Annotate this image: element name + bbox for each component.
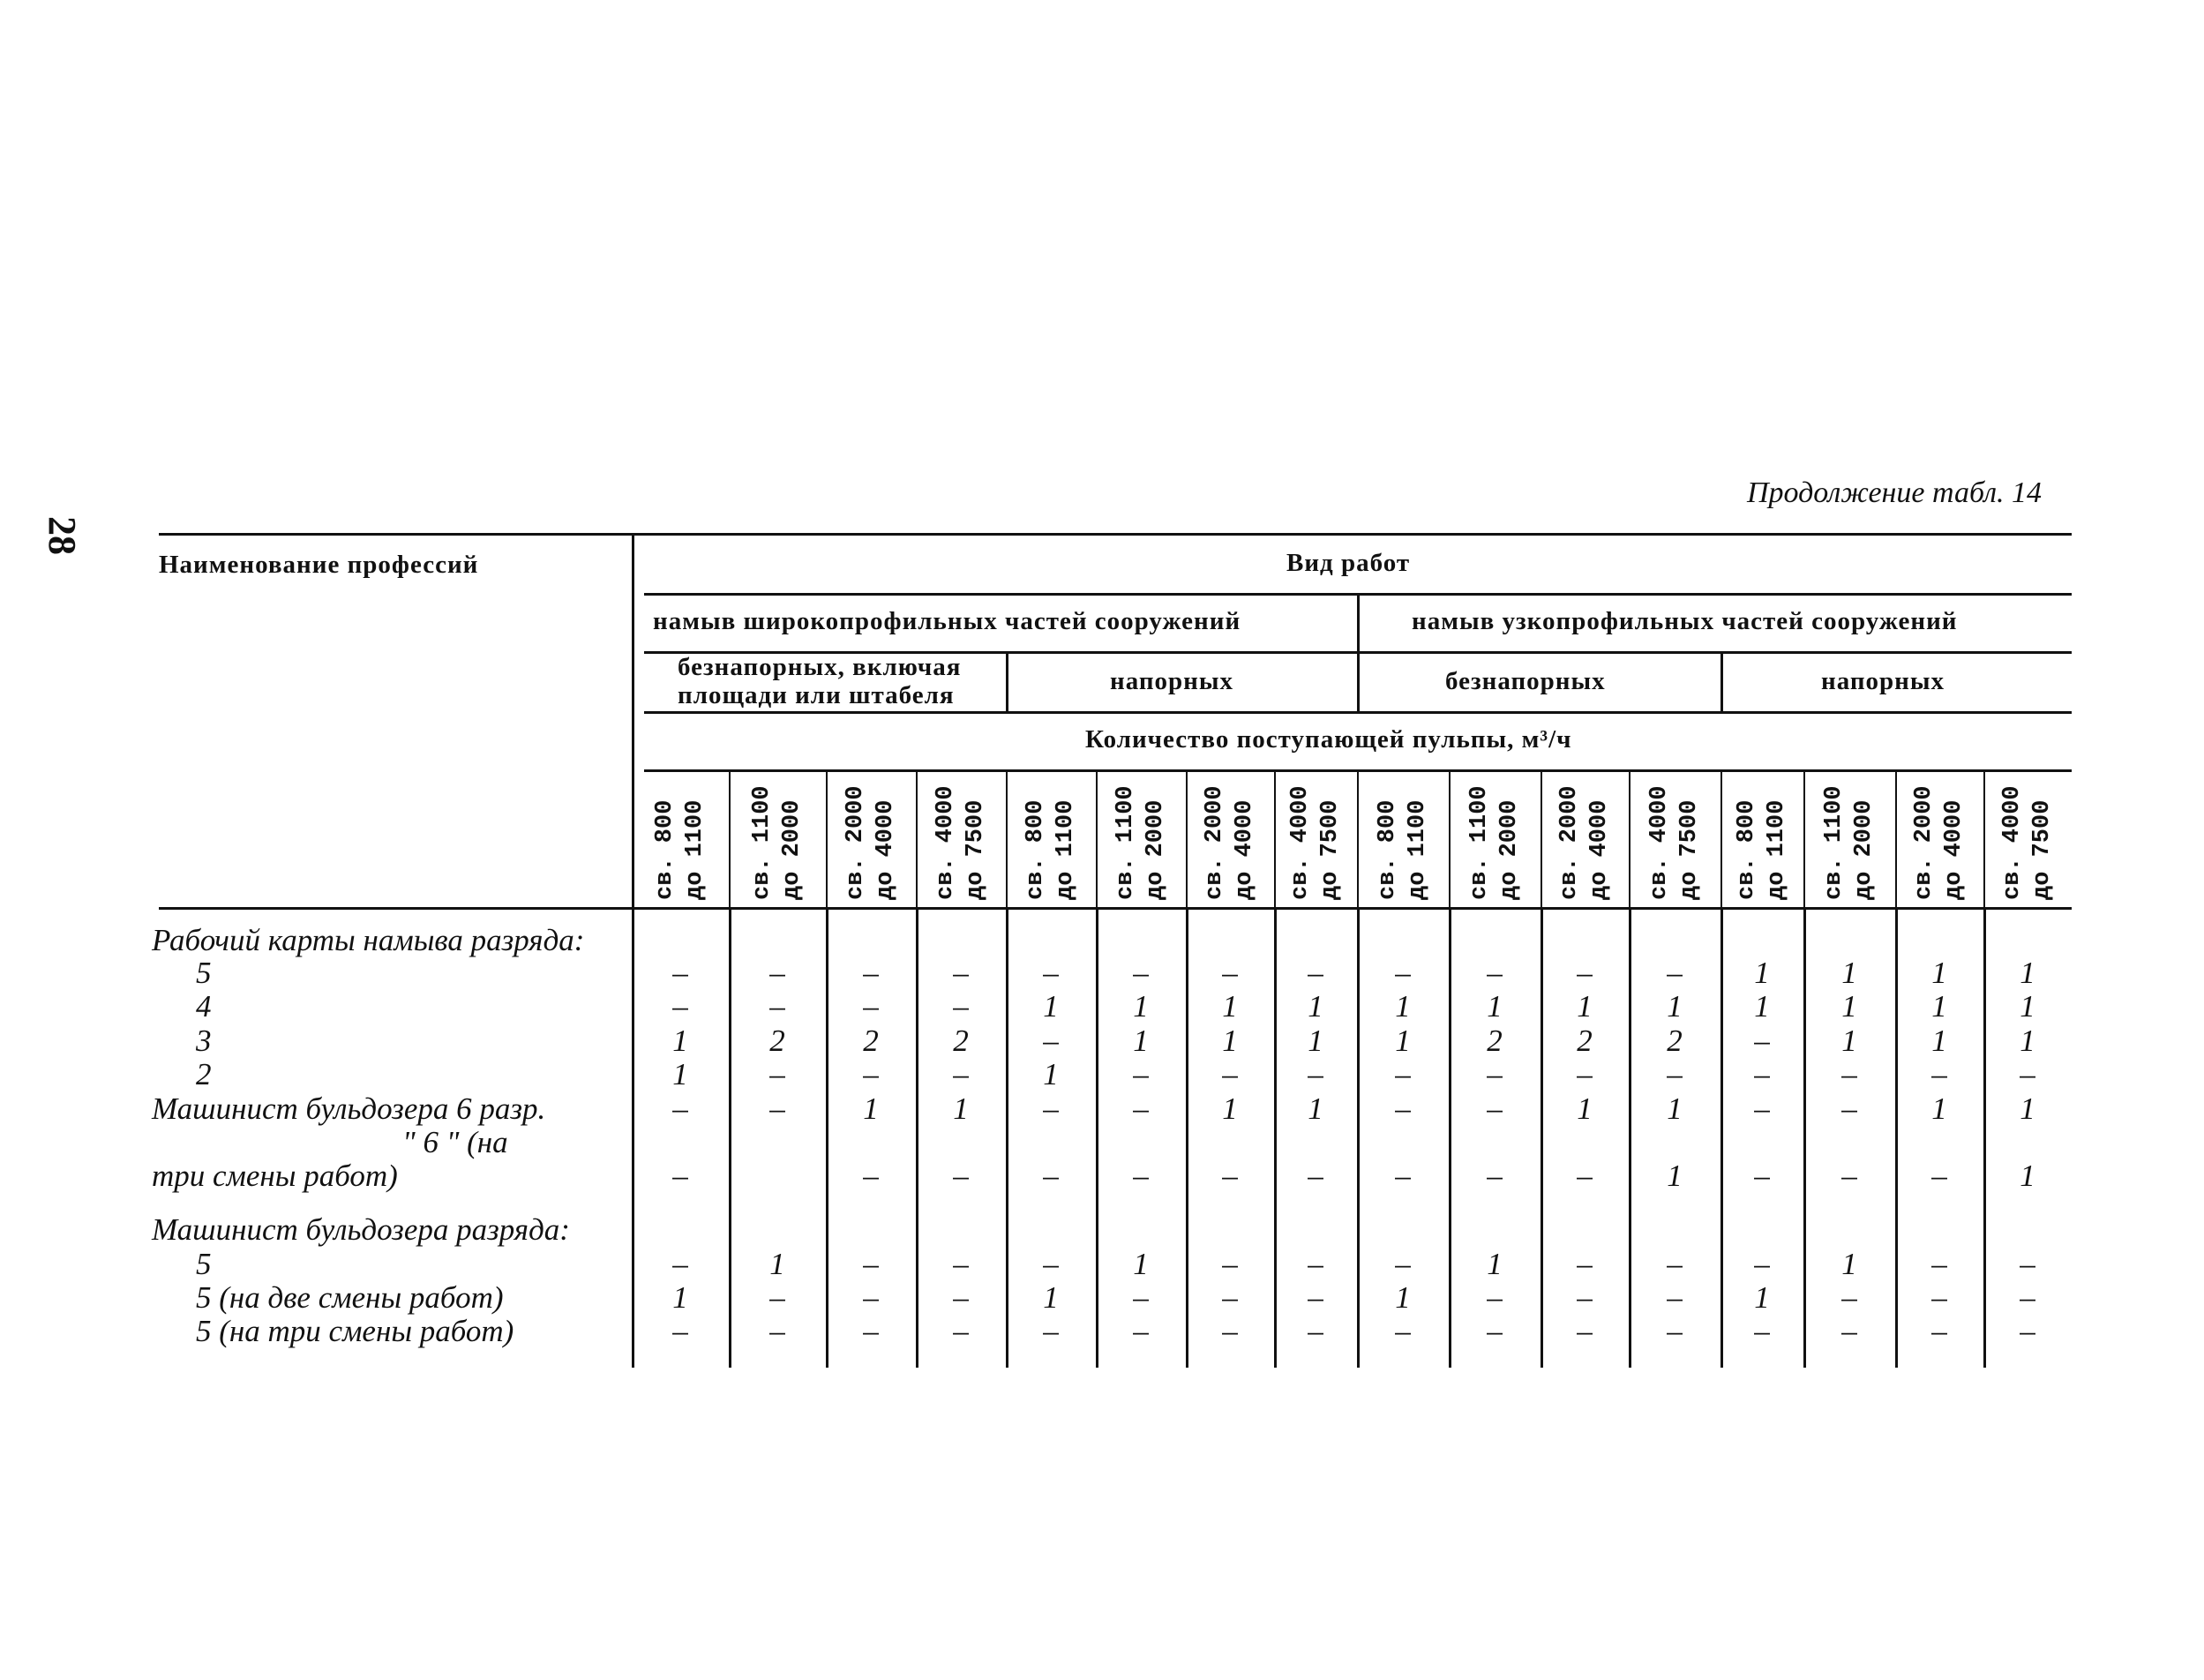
table-cell: – — [769, 1280, 785, 1315]
range-header-divider — [1541, 771, 1542, 909]
table-cell: – — [1754, 1314, 1770, 1348]
table-cell: – — [1667, 1280, 1683, 1315]
range-to: до 7500 — [2029, 799, 2056, 900]
table-cell: – — [672, 1314, 688, 1348]
table-cell: 1 — [1133, 989, 1149, 1024]
table-cell: 1 — [1931, 956, 1947, 990]
groups-divider — [1357, 595, 1360, 653]
table-cell: – — [1222, 1159, 1238, 1193]
table-cell: – — [863, 1247, 879, 1281]
range-from: св. 2000 — [1911, 785, 1938, 900]
body-column-divider — [916, 909, 918, 1368]
row-label-bulldozer-6-three-shifts: " 6 " (на — [402, 1125, 508, 1159]
range-header-divider — [1720, 771, 1722, 909]
range-to: до 2000 — [1143, 799, 1169, 900]
table-cell: – — [769, 1314, 785, 1348]
table-cell: – — [953, 1280, 969, 1315]
range-header-divider — [1096, 771, 1098, 909]
range-from: св. 1100 — [749, 785, 776, 900]
range-from: св. 2000 — [1556, 785, 1583, 900]
subgroup-narrow-free: безнапорных — [1445, 667, 1606, 695]
table-cell: – — [1308, 956, 1323, 990]
table-cell: – — [863, 1057, 879, 1091]
table-cell: – — [1133, 1314, 1149, 1348]
table-cell: – — [1577, 1314, 1593, 1348]
range-to: до 4000 — [1586, 799, 1613, 900]
table-cell: 1 — [1222, 989, 1238, 1024]
range-header-2 — [747, 785, 807, 900]
table-cell: – — [1754, 1057, 1770, 1091]
table-cell: – — [1931, 1314, 1947, 1348]
profession-column-header: Наименование профессий — [159, 551, 479, 579]
subgroup-wide-pressure: напорных — [1110, 667, 1234, 695]
table-cell: – — [1931, 1057, 1947, 1091]
range-header-divider — [1274, 771, 1276, 909]
range-header-12 — [1645, 785, 1705, 900]
table-cell: – — [1133, 1159, 1149, 1193]
header-col0-divider — [632, 535, 634, 909]
range-to: до 2000 — [779, 799, 806, 900]
range-from: св. 4000 — [1287, 785, 1314, 900]
table-cell: – — [1487, 1280, 1503, 1315]
range-to: до 7500 — [1676, 799, 1703, 900]
table-cell: 1 — [1667, 1091, 1683, 1126]
table-cell: 1 — [1043, 1280, 1059, 1315]
row-label-bulldozer-5: 5 — [196, 1247, 212, 1281]
table-cell: 1 — [1133, 1247, 1149, 1281]
table-cell: 1 — [1577, 989, 1593, 1024]
range-header-3 — [841, 785, 901, 900]
table-cell: 1 — [1931, 1024, 1947, 1058]
table-cell: 2 — [1577, 1024, 1593, 1058]
range-header-divider — [1357, 771, 1359, 909]
table-cell: – — [863, 1280, 879, 1315]
row-label-bulldozer-title: Машинист бульдозера разряда: — [152, 1212, 570, 1247]
table-cell: 1 — [1754, 989, 1770, 1024]
body-column-divider — [1449, 909, 1451, 1368]
table-cell: – — [1133, 1091, 1149, 1126]
body-column-divider — [1983, 909, 1986, 1368]
range-from: св. 800 — [652, 799, 678, 900]
table-cell: – — [1222, 1057, 1238, 1091]
table-cell: 1 — [1308, 989, 1323, 1024]
range-header-divider — [826, 771, 828, 909]
row-label-grade-3: 3 — [196, 1024, 212, 1058]
body-column-divider — [1186, 909, 1188, 1368]
range-from: св. 4000 — [1646, 785, 1673, 900]
row-label-three-shifts: три смены работ) — [152, 1159, 398, 1193]
row-label-workers-title: Рабочий карты намыва разряда: — [152, 923, 585, 957]
table-cell: 2 — [1487, 1024, 1503, 1058]
table-cell: – — [863, 1314, 879, 1348]
table-cell: – — [2020, 1280, 2035, 1315]
body-column-divider — [1629, 909, 1631, 1368]
table-cell: – — [1487, 1091, 1503, 1126]
table-cell: – — [1754, 1024, 1770, 1058]
range-header-7 — [1200, 785, 1260, 900]
table-cell: – — [1395, 956, 1411, 990]
table-cell: – — [953, 1247, 969, 1281]
body-column-divider — [826, 909, 828, 1368]
table-cell: 1 — [1395, 1024, 1411, 1058]
table-cell: 1 — [1667, 989, 1683, 1024]
row-label-bulldozer-5-two-shifts: 5 (на две смены работ) — [196, 1280, 504, 1315]
table-cell: – — [1308, 1280, 1323, 1315]
range-header-divider — [1006, 771, 1008, 909]
table-cell: 1 — [1841, 1024, 1857, 1058]
range-from: св. 1100 — [1113, 785, 1139, 900]
table-cell: 1 — [863, 1091, 879, 1126]
table-cell: 1 — [1043, 1057, 1059, 1091]
table-cell: – — [1043, 1314, 1059, 1348]
body-column-divider — [1895, 909, 1898, 1368]
table-cell: – — [1308, 1314, 1323, 1348]
table-cell: – — [1841, 1280, 1857, 1315]
table-cell: – — [769, 956, 785, 990]
table-cell: – — [1487, 1314, 1503, 1348]
subgroup-wide-free-line1: безнапорных, включая — [678, 653, 962, 681]
table-cell: – — [1667, 956, 1683, 990]
page-number: 28 — [41, 516, 84, 555]
table-cell: – — [1133, 956, 1149, 990]
table-cell: – — [1487, 1159, 1503, 1193]
table-top-rule — [159, 533, 2072, 536]
range-header-divider — [1449, 771, 1451, 909]
range-header-13 — [1732, 800, 1792, 900]
range-to: до 1100 — [682, 799, 708, 900]
vid-rabot-header: Вид работ — [1286, 549, 1411, 577]
table-cell: – — [863, 989, 879, 1024]
range-header-divider — [1803, 771, 1805, 909]
table-cell: – — [769, 989, 785, 1024]
range-header-4 — [931, 785, 991, 900]
group-wide-header: намыв широкопрофильных частей сооружений — [653, 607, 1241, 635]
table-cell: – — [1841, 1091, 1857, 1126]
table-cell: – — [1667, 1314, 1683, 1348]
table-cell: 1 — [1133, 1024, 1149, 1058]
table-cell: – — [1308, 1159, 1323, 1193]
table-cell: – — [1931, 1159, 1947, 1193]
row-label-grade-2: 2 — [196, 1057, 212, 1091]
table-cell: – — [953, 1159, 969, 1193]
table-cell: – — [1395, 1057, 1411, 1091]
table-cell: – — [1133, 1057, 1149, 1091]
table-cell: 1 — [2020, 1159, 2035, 1193]
table-cell: – — [769, 1057, 785, 1091]
table-cell: 1 — [1487, 1247, 1503, 1281]
table-cell: – — [672, 956, 688, 990]
table-cell: – — [863, 1159, 879, 1193]
table-cell: 1 — [2020, 989, 2035, 1024]
range-header-16 — [1998, 785, 2058, 900]
table-cell: 1 — [1577, 1091, 1593, 1126]
table-cell: – — [1043, 1247, 1059, 1281]
table-cell: – — [1222, 1314, 1238, 1348]
table-cell: – — [2020, 1247, 2035, 1281]
range-header-15 — [1909, 785, 1969, 900]
table-cell: 1 — [1841, 1247, 1857, 1281]
table-cell: – — [1667, 1247, 1683, 1281]
range-header-1 — [650, 800, 710, 900]
group-narrow-header: намыв узкопрофильных частей сооружений — [1412, 607, 1958, 635]
table-cell: 1 — [769, 1247, 785, 1281]
range-from: св. 4000 — [1999, 785, 2026, 900]
body-column-divider — [632, 909, 634, 1368]
row-label-bulldozer-5-three-shifts: 5 (на три смены работ) — [196, 1314, 514, 1348]
table-cell: – — [672, 989, 688, 1024]
body-column-divider — [1006, 909, 1008, 1368]
table-cell: 1 — [1667, 1159, 1683, 1193]
table-cell: – — [1395, 1247, 1411, 1281]
table-cell: – — [1577, 1057, 1593, 1091]
table-cell: 1 — [1222, 1024, 1238, 1058]
table-cell: – — [1754, 1091, 1770, 1126]
body-column-divider — [1803, 909, 1806, 1368]
table-cell: – — [1931, 1247, 1947, 1281]
table-caption: Продолжение табл. 14 — [1747, 476, 2043, 509]
rule-header-bottom — [159, 907, 2072, 910]
table-cell: 1 — [672, 1024, 688, 1058]
range-to: до 4000 — [1941, 799, 1968, 900]
range-from: св. 2000 — [843, 785, 869, 900]
table-cell: – — [1841, 1159, 1857, 1193]
range-from: св. 1100 — [1821, 785, 1848, 900]
subgroup-wide-free-line2: площади или штабеля — [678, 681, 955, 709]
table-cell: 1 — [1222, 1091, 1238, 1126]
table-cell: – — [953, 1057, 969, 1091]
table-cell: – — [1577, 1159, 1593, 1193]
table-cell: 1 — [1043, 989, 1059, 1024]
table-cell: – — [769, 1091, 785, 1126]
table-cell: – — [1043, 1159, 1059, 1193]
range-to: до 1100 — [1405, 799, 1431, 900]
range-header-11 — [1555, 785, 1615, 900]
row-label-grade-4: 4 — [196, 989, 212, 1024]
table-cell: 2 — [953, 1024, 969, 1058]
body-column-divider — [1357, 909, 1360, 1368]
table-cell: 1 — [1754, 1280, 1770, 1315]
table-cell: – — [863, 956, 879, 990]
range-to: до 1100 — [1053, 799, 1079, 900]
table-cell: 1 — [1931, 1091, 1947, 1126]
range-header-divider — [1895, 771, 1897, 909]
range-to: до 4000 — [1232, 799, 1258, 900]
range-header-divider — [916, 771, 918, 909]
table-cell: – — [1841, 1314, 1857, 1348]
table-cell: – — [1133, 1280, 1149, 1315]
subgroup-narrow-pressure: напорных — [1821, 667, 1945, 695]
range-header-8 — [1286, 785, 1346, 900]
body-column-divider — [1274, 909, 1277, 1368]
range-from: св. 800 — [1375, 799, 1401, 900]
row-label-grade-5: 5 — [196, 956, 212, 990]
table-cell: – — [1487, 956, 1503, 990]
table-cell: – — [1395, 1159, 1411, 1193]
table-cell: 1 — [2020, 1024, 2035, 1058]
table-cell: 1 — [1308, 1024, 1323, 1058]
range-header-10 — [1465, 785, 1525, 900]
table-cell: – — [1308, 1247, 1323, 1281]
body-column-divider — [1720, 909, 1723, 1368]
range-header-divider — [1983, 771, 1985, 909]
table-cell: – — [1577, 1247, 1593, 1281]
table-cell: 2 — [769, 1024, 785, 1058]
quantity-header: Количество поступающей пульпы, м³/ч — [1085, 725, 1572, 754]
table-cell: – — [1222, 1280, 1238, 1315]
table-cell: 1 — [2020, 1091, 2035, 1126]
range-to: до 2000 — [1496, 799, 1523, 900]
table-cell: – — [1308, 1057, 1323, 1091]
table-cell: 1 — [1841, 956, 1857, 990]
range-header-5 — [1021, 800, 1081, 900]
range-header-14 — [1819, 785, 1879, 900]
table-cell: 1 — [1395, 1280, 1411, 1315]
table-cell: – — [953, 956, 969, 990]
table-cell: 1 — [1931, 989, 1947, 1024]
table-cell: – — [2020, 1057, 2035, 1091]
table-cell: – — [1395, 1314, 1411, 1348]
subgroup-divider-3 — [1720, 653, 1723, 713]
range-to: до 4000 — [873, 799, 899, 900]
body-column-divider — [729, 909, 731, 1368]
table-cell: – — [1222, 1247, 1238, 1281]
table-cell: – — [1577, 956, 1593, 990]
range-to: до 7500 — [963, 799, 989, 900]
table-cell: 2 — [863, 1024, 879, 1058]
table-cell: – — [1754, 1159, 1770, 1193]
table-cell: 1 — [1841, 989, 1857, 1024]
table-cell: – — [672, 1091, 688, 1126]
table-cell: – — [1043, 1091, 1059, 1126]
table-cell: – — [672, 1159, 688, 1193]
range-from: св. 4000 — [933, 785, 959, 900]
table-cell: – — [1487, 1057, 1503, 1091]
range-to: до 7500 — [1317, 799, 1344, 900]
table-cell: – — [1395, 1091, 1411, 1126]
body-column-divider — [1096, 909, 1098, 1368]
range-header-divider — [1186, 771, 1188, 909]
range-from: св. 2000 — [1202, 785, 1228, 900]
table-cell: – — [1931, 1280, 1947, 1315]
range-to: до 2000 — [1851, 799, 1878, 900]
row-label-bulldozer-6: Машинист бульдозера 6 разр. — [152, 1091, 546, 1126]
table-cell: – — [672, 1247, 688, 1281]
table-cell: – — [953, 989, 969, 1024]
table-cell: – — [1754, 1247, 1770, 1281]
table-cell: 2 — [1667, 1024, 1683, 1058]
range-from: св. 1100 — [1466, 785, 1493, 900]
table-cell: 1 — [672, 1280, 688, 1315]
table-cell: – — [1577, 1280, 1593, 1315]
table-cell: – — [1222, 956, 1238, 990]
body-column-divider — [1541, 909, 1543, 1368]
table-cell: – — [1841, 1057, 1857, 1091]
table-cell: 1 — [2020, 956, 2035, 990]
range-header-divider — [729, 771, 731, 909]
table-cell: 1 — [1754, 956, 1770, 990]
range-from: св. 800 — [1734, 799, 1760, 900]
table-cell: 1 — [1308, 1091, 1323, 1126]
table-cell: 1 — [672, 1057, 688, 1091]
subgroup-divider-2 — [1357, 653, 1360, 713]
table-cell: – — [1043, 956, 1059, 990]
table-cell: 1 — [1487, 989, 1503, 1024]
table-cell: 1 — [953, 1091, 969, 1126]
table-cell: – — [1667, 1057, 1683, 1091]
table-cell: – — [953, 1314, 969, 1348]
range-header-divider — [1629, 771, 1631, 909]
range-to: до 1100 — [1764, 799, 1790, 900]
range-header-6 — [1111, 785, 1171, 900]
range-from: св. 800 — [1023, 799, 1049, 900]
table-cell: – — [1043, 1024, 1059, 1058]
table-cell: – — [2020, 1314, 2035, 1348]
range-header-9 — [1373, 800, 1433, 900]
subgroup-divider-1 — [1006, 653, 1008, 713]
table-cell: 1 — [1395, 989, 1411, 1024]
